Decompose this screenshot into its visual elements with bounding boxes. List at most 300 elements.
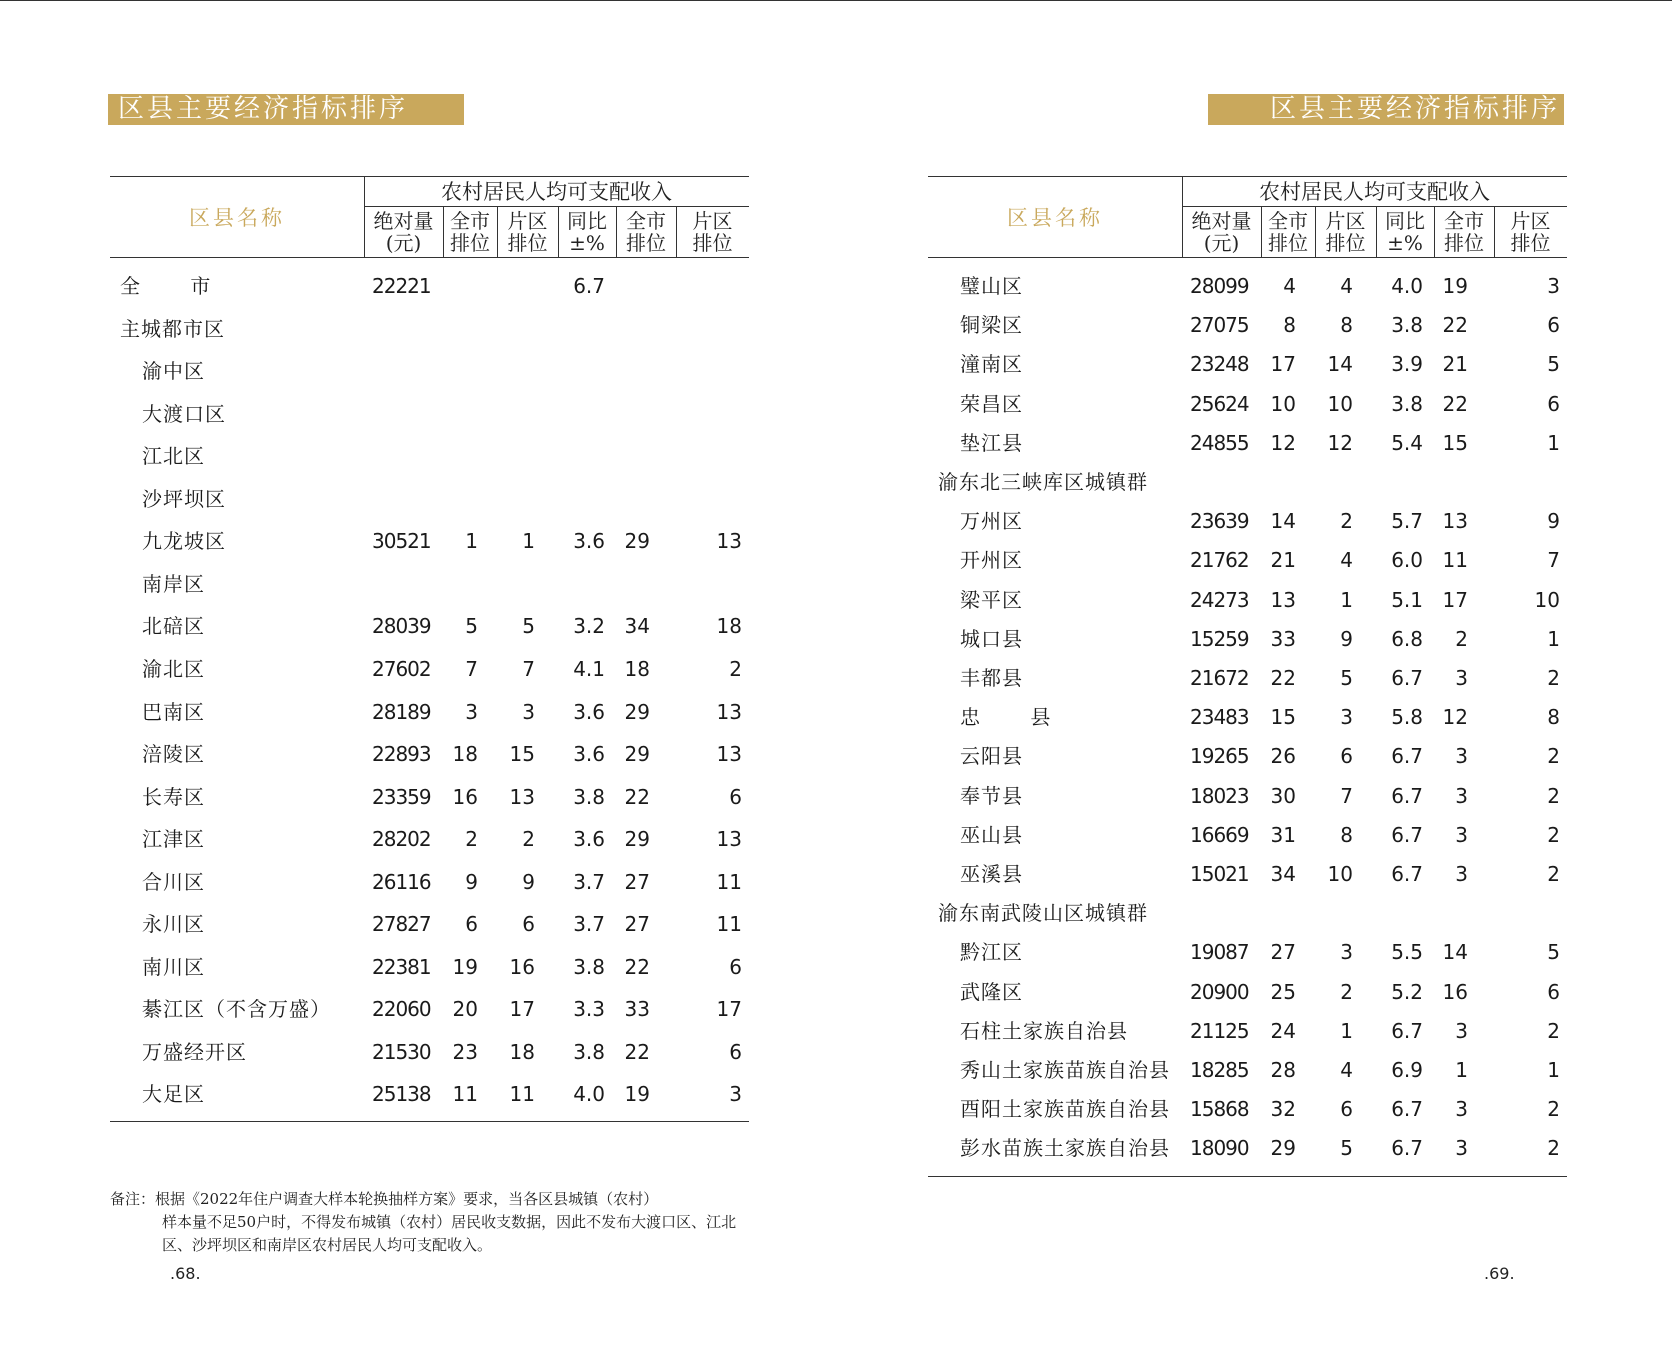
- row-name: 开州区: [960, 548, 1023, 573]
- absolute-value: 23248: [1190, 352, 1249, 377]
- yoy-city-rank: 19: [1442, 274, 1468, 298]
- yoy-city-rank: 19: [624, 1082, 650, 1107]
- row-name: 全 市: [120, 274, 233, 298]
- yoy-zone-rank: 13: [716, 827, 742, 852]
- yoy-city-rank: 3: [1455, 1018, 1468, 1043]
- section-banner: 区县主要经济指标排序: [1208, 94, 1564, 125]
- yoy-zone-rank: 6: [729, 784, 742, 809]
- absolute-value: 15868: [1190, 1097, 1249, 1122]
- row-name: 铜梁区: [960, 313, 1023, 338]
- row-name: 黔江区: [960, 940, 1023, 965]
- yoy-zone-rank: 3: [1547, 274, 1560, 298]
- row-name: 云阳县: [960, 744, 1023, 769]
- absolute-value: 22893: [372, 742, 431, 767]
- table-row: [928, 349, 1567, 379]
- row-name: 荣昌区: [960, 391, 1023, 416]
- yoy: 4.1: [573, 656, 605, 681]
- row-name: 合川区: [142, 869, 205, 894]
- footnote-rest: 样本量不足50户时，不得发布城镇（农村）居民收支数据，因此不发布大渡口区、江北区、沙坪坝区和南岸区农村居民人均可支配收入。: [162, 1213, 737, 1254]
- yoy-city-rank: 29: [624, 529, 650, 554]
- city-rank: 8: [1283, 313, 1296, 338]
- city-rank: 19: [452, 954, 478, 979]
- yoy-city-rank: 17: [1442, 587, 1468, 612]
- yoy-city-rank: 16: [1442, 979, 1468, 1004]
- yoy: 4.0: [1391, 274, 1423, 298]
- group-header: 农村居民人均可支配收入: [1259, 180, 1490, 204]
- row-name: 沙坪坝区: [142, 486, 226, 511]
- row-name: 北碚区: [142, 614, 205, 639]
- table-row: [110, 526, 749, 556]
- city-rank: 5: [465, 614, 478, 639]
- zone-rank: 7: [1340, 783, 1353, 808]
- city-rank: 15: [1270, 705, 1296, 730]
- yoy-zone-rank: 13: [716, 529, 742, 554]
- zone-rank: 14: [1327, 352, 1353, 377]
- right-page: [836, 0, 1672, 1353]
- city-rank: 31: [1270, 822, 1296, 847]
- absolute-value: 28189: [372, 699, 431, 724]
- yoy: 6.7: [1391, 1018, 1423, 1043]
- city-rank: 25: [1270, 979, 1296, 1004]
- row-name: 江北区: [142, 444, 205, 469]
- yoy-city-rank: 3: [1455, 744, 1468, 769]
- yoy: 3.8: [1391, 313, 1423, 338]
- city-rank: 12: [1270, 430, 1296, 455]
- page-number: .68.: [170, 1264, 201, 1283]
- absolute-value: 15021: [1190, 862, 1249, 886]
- yoy-city-rank: 34: [624, 614, 650, 639]
- yoy: 3.9: [1391, 352, 1423, 377]
- city-rank: 4: [1283, 274, 1296, 298]
- city-rank: 1: [465, 529, 478, 554]
- zone-rank: 9: [522, 869, 535, 894]
- city-rank: 32: [1270, 1097, 1296, 1122]
- yoy-city-rank: 21: [1442, 352, 1468, 377]
- row-name: 九龙坡区: [142, 529, 226, 554]
- zone-rank: 7: [522, 656, 535, 681]
- table-row: [928, 781, 1567, 811]
- table-row: [928, 271, 1567, 301]
- zone-rank: 1: [522, 529, 535, 554]
- row-name: 渝北区: [142, 656, 205, 681]
- table-row: [928, 859, 1567, 889]
- yoy-city-rank: 1: [1455, 1058, 1468, 1082]
- yoy-city-rank: 11: [1442, 548, 1468, 573]
- section-banner: 区县主要经济指标排序: [108, 94, 464, 125]
- zone-rank: 10: [1327, 391, 1353, 416]
- row-name: 大足区: [142, 1082, 205, 1107]
- sub-header: 全市 排位: [626, 208, 666, 255]
- yoy: 3.6: [573, 742, 605, 767]
- yoy-zone-rank: 6: [729, 1039, 742, 1064]
- table-row: [110, 356, 749, 386]
- city-rank: 21: [1270, 548, 1296, 573]
- zone-rank: 2: [522, 827, 535, 852]
- row-name: 渝中区: [142, 359, 205, 384]
- yoy: 3.6: [573, 699, 605, 724]
- group-row: [110, 271, 749, 301]
- absolute-value: 22381: [372, 954, 431, 979]
- city-rank: 6: [465, 912, 478, 937]
- yoy-city-rank: 3: [1455, 822, 1468, 847]
- yoy-city-rank: 15: [1442, 430, 1468, 455]
- city-rank: 7: [465, 656, 478, 681]
- row-name: 巴南区: [142, 699, 205, 724]
- table-row: [110, 994, 749, 1024]
- yoy: 3.8: [573, 954, 605, 979]
- city-rank: 26: [1270, 744, 1296, 769]
- table-row: [928, 310, 1567, 340]
- row-name: 渝东南武陵山区城镇群: [938, 901, 1148, 926]
- city-rank: 11: [452, 1082, 478, 1107]
- absolute-value: 21530: [372, 1039, 431, 1064]
- yoy-zone-rank: 17: [716, 997, 742, 1022]
- absolute-value: 23483: [1190, 705, 1249, 730]
- row-name: 奉节县: [960, 783, 1023, 808]
- zone-rank: 15: [509, 742, 535, 767]
- table-row: [110, 1079, 749, 1109]
- city-rank: 18: [452, 742, 478, 767]
- row-name: 渝东北三峡库区城镇群: [938, 470, 1148, 494]
- zone-rank: 18: [509, 1039, 535, 1064]
- zone-rank: 16: [509, 954, 535, 979]
- zone-rank: 10: [1327, 862, 1353, 886]
- absolute-value: 20900: [1190, 979, 1249, 1004]
- yoy: 6.7: [1391, 783, 1423, 808]
- yoy-zone-rank: 13: [716, 699, 742, 724]
- absolute-value: 21672: [1190, 666, 1249, 690]
- table-row: [110, 739, 749, 769]
- city-rank: 33: [1270, 626, 1296, 651]
- yoy-zone-rank: 2: [1547, 666, 1560, 690]
- yoy: 3.7: [573, 869, 605, 894]
- absolute-value: 28099: [1190, 274, 1249, 298]
- absolute-value: 27602: [372, 656, 431, 681]
- row-name: 潼南区: [960, 352, 1023, 377]
- city-rank: 3: [465, 699, 478, 724]
- yoy-city-rank: 2: [1455, 626, 1468, 651]
- table-row: [928, 1055, 1567, 1085]
- table-row: [110, 697, 749, 727]
- yoy-zone-rank: 2: [1547, 822, 1560, 847]
- yoy-city-rank: 27: [624, 869, 650, 894]
- city-rank: 29: [1270, 1136, 1296, 1161]
- yoy: 6.7: [1391, 822, 1423, 847]
- header-bottom-rule: [928, 257, 1567, 258]
- sub-header: 全市 排位: [450, 208, 490, 255]
- absolute-value: 23359: [372, 784, 431, 809]
- absolute-value: 18023: [1190, 783, 1249, 808]
- absolute-value: 23639: [1190, 509, 1249, 534]
- city-rank: 22: [1270, 666, 1296, 690]
- city-rank: 23: [452, 1039, 478, 1064]
- table-row: [928, 506, 1567, 536]
- row-name: 永川区: [142, 912, 205, 937]
- table-row: [928, 1016, 1567, 1046]
- yoy: 3.8: [573, 1039, 605, 1064]
- table-row: [928, 702, 1567, 732]
- row-name: 大渡口区: [142, 401, 226, 426]
- table-row: [928, 585, 1567, 615]
- zone-rank: 11: [509, 1082, 535, 1107]
- row-name: 南川区: [142, 954, 205, 979]
- yoy-zone-rank: 11: [716, 869, 742, 894]
- zone-rank: 1: [1340, 587, 1353, 612]
- yoy: 3.7: [573, 912, 605, 937]
- yoy: 3.6: [573, 529, 605, 554]
- yoy-zone-rank: 2: [1547, 1136, 1560, 1161]
- yoy: 6.7: [1391, 1097, 1423, 1122]
- absolute-value: 26116: [372, 869, 431, 894]
- row-name: 巫溪县: [960, 862, 1023, 886]
- zone-rank: 3: [522, 699, 535, 724]
- absolute-value: 19087: [1190, 940, 1249, 965]
- table-row: [928, 741, 1567, 771]
- zone-rank: 2: [1340, 979, 1353, 1004]
- yoy-city-rank: 3: [1455, 1097, 1468, 1122]
- yoy-zone-rank: 13: [716, 742, 742, 767]
- yoy-city-rank: 3: [1455, 862, 1468, 886]
- row-name: 綦江区（不含万盛）: [142, 997, 331, 1022]
- yoy-zone-rank: 3: [729, 1082, 742, 1107]
- table-row: [110, 611, 749, 641]
- city-rank: 2: [465, 827, 478, 852]
- sub-header: 全市 排位: [1268, 208, 1308, 255]
- absolute-value: 21125: [1190, 1018, 1249, 1043]
- yoy: 3.2: [573, 614, 605, 639]
- yoy-zone-rank: 6: [1547, 313, 1560, 338]
- table-row: [928, 624, 1567, 654]
- yoy: 6.7: [1391, 666, 1423, 690]
- yoy: 5.7: [1391, 509, 1423, 534]
- yoy: 5.4: [1391, 430, 1423, 455]
- yoy-city-rank: 12: [1442, 705, 1468, 730]
- row-name: 巫山县: [960, 822, 1023, 847]
- zone-rank: 5: [1340, 666, 1353, 690]
- yoy-city-rank: 13: [1442, 509, 1468, 534]
- table-row: [110, 1037, 749, 1067]
- absolute-value: 15259: [1190, 626, 1249, 651]
- table-row: [928, 820, 1567, 850]
- yoy: 5.1: [1391, 587, 1423, 612]
- yoy-zone-rank: 2: [1547, 783, 1560, 808]
- row-name: 梁平区: [960, 587, 1023, 612]
- table-row: [928, 1133, 1567, 1163]
- city-rank: 14: [1270, 509, 1296, 534]
- yoy-city-rank: 22: [624, 784, 650, 809]
- absolute-value: 19265: [1190, 744, 1249, 769]
- table-row: [928, 545, 1567, 575]
- yoy-city-rank: 3: [1455, 666, 1468, 690]
- yoy-zone-rank: 6: [1547, 391, 1560, 416]
- zone-rank: 13: [509, 784, 535, 809]
- row-name: 丰都县: [960, 666, 1023, 690]
- sub-header: 片区 排位: [692, 208, 733, 255]
- yoy-zone-rank: 1: [1547, 626, 1560, 651]
- row-name: 武隆区: [960, 979, 1023, 1004]
- city-rank: 17: [1270, 352, 1296, 377]
- sub-header: 全市 排位: [1444, 208, 1484, 255]
- zone-rank: 1: [1340, 1018, 1353, 1043]
- row-name: 璧山区: [960, 274, 1023, 298]
- row-name: 江津区: [142, 827, 205, 852]
- absolute-value: 28039: [372, 614, 431, 639]
- row-name: 彭水苗族土家族自治县: [960, 1136, 1170, 1161]
- zone-rank: 3: [1340, 940, 1353, 965]
- footnote: [110, 1188, 750, 1257]
- table-row: [110, 569, 749, 599]
- absolute-value: 28202: [372, 827, 431, 852]
- group-row: [928, 898, 1567, 928]
- yoy-zone-rank: 5: [1547, 352, 1560, 377]
- yoy: 3.8: [573, 784, 605, 809]
- table-row: [110, 782, 749, 812]
- zone-rank: 8: [1340, 822, 1353, 847]
- table-row: [110, 441, 749, 471]
- city-rank: 13: [1270, 587, 1296, 612]
- city-rank: 16: [452, 784, 478, 809]
- table-row: [928, 663, 1567, 693]
- zone-rank: 12: [1327, 430, 1353, 455]
- yoy-city-rank: 3: [1455, 783, 1468, 808]
- yoy-zone-rank: 5: [1547, 940, 1560, 965]
- city-rank: 24: [1270, 1018, 1296, 1043]
- yoy-city-rank: 22: [624, 954, 650, 979]
- yoy: 6.0: [1391, 548, 1423, 573]
- table-row: [928, 389, 1567, 419]
- yoy-zone-rank: 8: [1547, 705, 1560, 730]
- table-row: [928, 977, 1567, 1007]
- yoy: 5.5: [1391, 940, 1423, 965]
- row-name: 主城都市区: [120, 316, 225, 341]
- yoy: 5.2: [1391, 979, 1423, 1004]
- absolute-value: 22221: [372, 274, 431, 298]
- yoy-zone-rank: 1: [1547, 430, 1560, 455]
- table-row: [928, 1094, 1567, 1124]
- zone-rank: 4: [1340, 274, 1353, 298]
- sub-header: 片区 排位: [507, 208, 548, 255]
- absolute-value: 16669: [1190, 822, 1249, 847]
- row-name: 城口县: [960, 626, 1023, 651]
- yoy-city-rank: 33: [624, 997, 650, 1022]
- table-row: [928, 937, 1567, 967]
- header-bottom-rule: [110, 257, 749, 258]
- absolute-value: 27827: [372, 912, 431, 937]
- page-number: .69.: [1484, 1264, 1515, 1283]
- yoy-city-rank: 29: [624, 699, 650, 724]
- yoy-zone-rank: 6: [1547, 979, 1560, 1004]
- yoy-zone-rank: 11: [716, 912, 742, 937]
- table-row: [110, 824, 749, 854]
- zone-rank: 5: [1340, 1136, 1353, 1161]
- absolute-value: 22060: [372, 997, 431, 1022]
- city-rank: 28: [1270, 1058, 1296, 1082]
- zone-rank: 3: [1340, 705, 1353, 730]
- yoy: 3.3: [573, 997, 605, 1022]
- absolute-value: 27075: [1190, 313, 1249, 338]
- sub-header: 片区 排位: [1510, 208, 1551, 255]
- sub-header: 同比 ±%: [567, 208, 607, 255]
- yoy: 6.7: [573, 274, 605, 298]
- table-bottom-rule: [110, 1121, 749, 1122]
- yoy: 6.7: [1391, 1136, 1423, 1161]
- group-header: 农村居民人均可支配收入: [441, 180, 672, 204]
- yoy-zone-rank: 2: [729, 656, 742, 681]
- name-column-header: 区县名称: [189, 205, 285, 230]
- yoy-city-rank: 18: [624, 656, 650, 681]
- zone-rank: 5: [522, 614, 535, 639]
- city-rank: 27: [1270, 940, 1296, 965]
- yoy: 6.7: [1391, 744, 1423, 769]
- sub-header: 绝对量 (元): [373, 208, 434, 255]
- zone-rank: 9: [1340, 626, 1353, 651]
- yoy: 3.8: [1391, 391, 1423, 416]
- yoy: 4.0: [573, 1082, 605, 1107]
- sub-header: 绝对量 (元): [1191, 208, 1252, 255]
- row-name: 万盛经开区: [142, 1039, 247, 1064]
- sub-header: 同比 ±%: [1385, 208, 1425, 255]
- zone-rank: 2: [1340, 509, 1353, 534]
- yoy: 3.6: [573, 827, 605, 852]
- zone-rank: 8: [1340, 313, 1353, 338]
- absolute-value: 30521: [372, 529, 431, 554]
- name-column-header: 区县名称: [1007, 205, 1103, 230]
- yoy: 6.9: [1391, 1058, 1423, 1082]
- yoy-city-rank: 22: [1442, 391, 1468, 416]
- city-rank: 30: [1270, 783, 1296, 808]
- zone-rank: 17: [509, 997, 535, 1022]
- table-row: [110, 654, 749, 684]
- yoy-city-rank: 27: [624, 912, 650, 937]
- zone-rank: 6: [1340, 744, 1353, 769]
- row-name: 秀山土家族苗族自治县: [960, 1058, 1170, 1082]
- yoy-zone-rank: 2: [1547, 1018, 1560, 1043]
- zone-rank: 4: [1340, 1058, 1353, 1082]
- yoy-city-rank: 22: [624, 1039, 650, 1064]
- yoy: 6.7: [1391, 862, 1423, 886]
- yoy-zone-rank: 1: [1547, 1058, 1560, 1082]
- yoy-city-rank: 29: [624, 742, 650, 767]
- table-row: [928, 428, 1567, 458]
- row-name: 酉阳土家族苗族自治县: [960, 1097, 1170, 1122]
- table-row: [110, 399, 749, 429]
- yoy-zone-rank: 6: [729, 954, 742, 979]
- row-name: 涪陵区: [142, 742, 205, 767]
- yoy-city-rank: 29: [624, 827, 650, 852]
- yoy-zone-rank: 7: [1547, 548, 1560, 573]
- yoy-zone-rank: 2: [1547, 744, 1560, 769]
- yoy-zone-rank: 9: [1547, 509, 1560, 534]
- row-name: 忠 县: [960, 705, 1073, 730]
- absolute-value: 18285: [1190, 1058, 1249, 1082]
- yoy-city-rank: 3: [1455, 1136, 1468, 1161]
- row-name: 长寿区: [142, 784, 205, 809]
- table-row: [110, 484, 749, 514]
- absolute-value: 24273: [1190, 587, 1249, 612]
- yoy-zone-rank: 10: [1534, 587, 1560, 612]
- row-name: 南岸区: [142, 571, 205, 596]
- yoy: 5.8: [1391, 705, 1423, 730]
- city-rank: 34: [1270, 862, 1296, 886]
- zone-rank: 6: [1340, 1097, 1353, 1122]
- sub-header: 片区 排位: [1325, 208, 1366, 255]
- yoy-zone-rank: 18: [716, 614, 742, 639]
- absolute-value: 21762: [1190, 548, 1249, 573]
- absolute-value: 24855: [1190, 430, 1249, 455]
- yoy-city-rank: 22: [1442, 313, 1468, 338]
- city-rank: 10: [1270, 391, 1296, 416]
- absolute-value: 18090: [1190, 1136, 1249, 1161]
